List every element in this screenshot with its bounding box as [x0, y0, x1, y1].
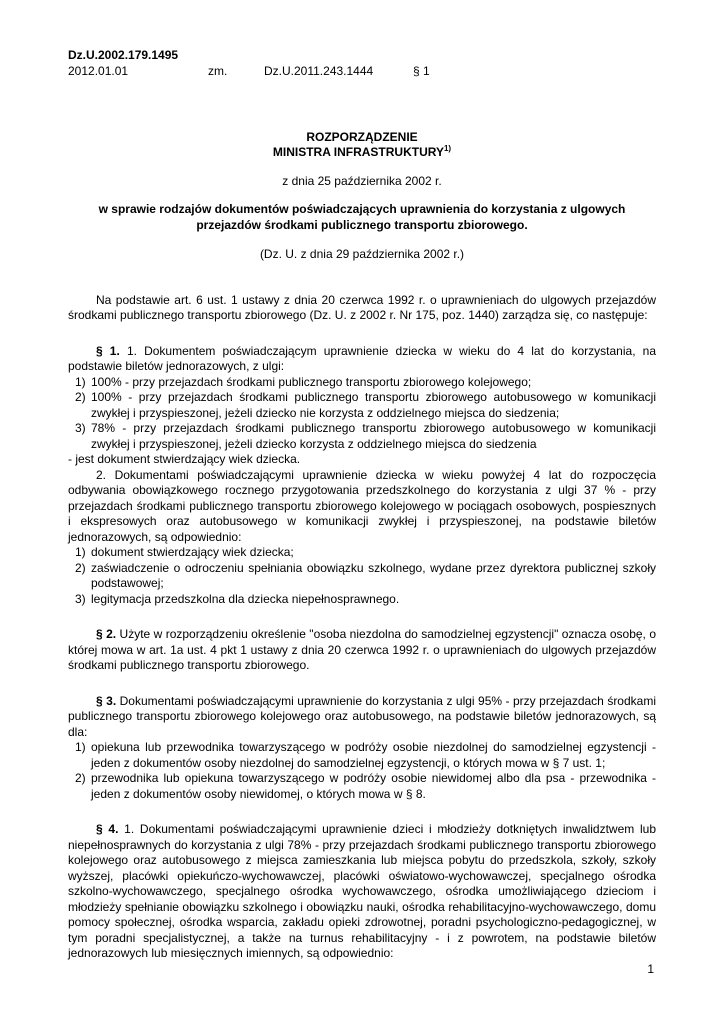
section-1-closing-clause: - jest dokument stwierdzający wiek dziecka.	[68, 452, 301, 466]
amendment-line	[68, 64, 656, 80]
list-item	[68, 561, 656, 592]
section-1	[68, 344, 656, 608]
list-item-text: legitymacja przedszkolna dla dziecka niepełnosprawnego.	[91, 591, 400, 606]
list-item	[68, 421, 656, 452]
enactment-date: z dnia 25 października 2002 r.	[282, 173, 442, 188]
section-1-paragraph-1	[68, 344, 656, 375]
section-2-label: § 2.	[96, 627, 117, 641]
list-item-number: 2)	[75, 560, 86, 575]
amendment-date: 2012.01.01	[68, 63, 129, 78]
amendment-abbreviation: zm.	[208, 63, 228, 78]
section-2	[68, 627, 656, 674]
amendment-reference: Dz.U.2011.243.1444	[264, 63, 374, 78]
issuing-authority: MINISTRA INFRASTRUKTURY	[272, 145, 444, 159]
list-item-text: dokument stwierdzający wiek dziecka;	[91, 545, 294, 559]
section-1-paragraph-1-text: 1. Dokumentem poświadczającym uprawnienie dziecka w wieku do 4 lat do korzystania, na podstawie biletów jednorazowych, z ulgi:	[68, 343, 656, 373]
section-4-label: § 4.	[96, 822, 119, 836]
list-item	[68, 390, 656, 421]
section-1-label: § 1.	[96, 343, 120, 358]
document-title-line1: ROZPORZĄDZENIE	[306, 129, 418, 144]
document-header	[68, 48, 656, 80]
list-item-number: 2)	[75, 771, 86, 785]
list-item-number: 1)	[75, 545, 86, 559]
list-item-number: 1)	[75, 374, 86, 389]
list-item-text: opiekuna lub przewodnika towarzyszącego w podróży osobie niezdolnej do samodzielnej egzystencji - jeden z dokumentów osoby niezdolnej do samodzielnej egzystencji, o których mowa w § 7 ust. 1;	[91, 740, 656, 770]
list-item-number: 2)	[75, 390, 86, 404]
list-item	[68, 740, 656, 771]
section-3-paragraph-text: Dokumentami poświadczającymi uprawnienie do korzystania z ulgi 95% - przy przejazdach środkami publicznego transportu zbiorowego kolejowego oraz autobusowego, na podstawie biletów jednorazowych, są dla:	[68, 693, 656, 739]
list-item-text: 78% - przy przejazdach środkami publicznego transportu zbiorowego autobusowego w komunikacji zwykłej i przyspieszonej, jeżeli dziecko korzysta z oddzielnego miejsca do siedzenia	[91, 421, 656, 451]
section-1-paragraph-2: 2. Dokumentami poświadczającymi uprawnienie dziecka w wieku powyżej 4 lat do rozpoczęcia odbywania obowiązkowego rocznego przygotowania przedszkolnego do korzystania z ulgi 37 % - przy przejazdach środkami publicznego transportu zbiorowego kolejowego w pociągach osobowych, pospiesznych i ekspresowych oraz autobusowego w komunikacji zwykłej i przyspieszonej, na podstawie biletów jednorazowych, są odpowiednio:	[68, 467, 656, 544]
preamble-paragraph: Na podstawie art. 6 ust. 1 ustawy z dnia 20 czerwca 1992 r. o uprawnieniach do ulgowych przejazdów środkami publicznego transportu zbiorowego (Dz. U. z 2002 r. Nr 175, poz. 1440) zarządza się, co następuje:	[68, 292, 656, 322]
amendment-section-ref: § 1	[413, 63, 430, 78]
list-item	[68, 545, 656, 561]
list-item	[68, 771, 656, 802]
section-3-label: § 3.	[96, 693, 117, 708]
list-item-number: 3)	[75, 421, 86, 435]
section-2-paragraph	[68, 627, 656, 674]
list-item-number: 1)	[75, 740, 86, 754]
footnote-marker: 1)	[443, 144, 452, 153]
page-number: 1	[647, 962, 654, 976]
list-item-text: 100% - przy przejazdach środkami publicznego transportu zbiorowego kolejowego;	[91, 374, 532, 389]
list-item	[68, 592, 656, 608]
publication-date: (Dz. U. z dnia 29 października 2002 r.)	[259, 247, 465, 261]
list-item-text: 100% - przy przejazdach środkami publicznego transportu zbiorowego autobusowego w komunikacji zwykłej i przyspieszonej, jeżeli dziecko nie korzysta z oddzielnego miejsca do siedzenia;	[91, 390, 656, 420]
section-3	[68, 694, 656, 803]
list-item-text: przewodnika lub opiekuna towarzyszącego w podróży osobie niewidomej albo dla psa - przewodnika - jeden z dokumentów osoby niewidomej, o których mowa w § 8.	[91, 771, 656, 801]
section-4-paragraph	[68, 822, 656, 962]
list-item-number: 3)	[75, 591, 86, 606]
list-item-text: zaświadczenie o odroczeniu spełniania obowiązku szkolnego, wydane przez dyrektora publicznej szkoły podstawowej;	[91, 560, 656, 590]
document-title-line2	[68, 145, 656, 161]
list-item	[68, 375, 656, 391]
journal-reference: Dz.U.2002.179.1495	[68, 48, 179, 62]
section-4-paragraph-text: 1. Dokumentami poświadczającymi uprawnienie dzieci i młodzieży dotkniętych inwalidztwem lub niepełnosprawnych do korzystania z ulgi 78% - przy przejazdach środkami publicznego transportu zbiorowego kolejowego oraz autobusowego z miejsca zamieszkania lub miejsca pobytu do przedszkola, szkoły, szkoły wyższej, placówki opiekuńczo-wychowawczej, placówki oświatowo-wychowawczej, specjalnego ośrodka szkolno-wychowawczego, specjalnego ośrodka wychowawczego, ośrodka umożliwiającego dzieciom i młodzieży spełnianie obowiązku szkolnego i obowiązku nauki, ośrodka rehabilitacyjno-wychowawczego, domu pomocy społecznej, ośrodka wsparcia, zakładu opieki zdrowotnej, poradni psychologiczno-pedagogicznej, w tym poradni specjalistycznej, a także na turnus rehabilitacyjny - i z powrotem, na podstawie biletów jednorazowych lub miesięcznych imiennych, są odpowiednio:	[68, 822, 656, 960]
document-subject: w sprawie rodzajów dokumentów poświadczających uprawnienia do korzystania z ulgowych przejazdów środkami publicznego transportu zbiorowego.	[98, 202, 626, 232]
section-4	[68, 822, 656, 962]
title-block	[68, 130, 656, 263]
section-2-paragraph-text: Użyte w rozporządzeniu określenie "osoba niezdolna do samodzielnej egzystencji" oznacza osobę, o której mowa w art. 1a ust. 4 pkt 1 ustawy z dnia 20 czerwca 1992 r. o uprawnieniach do ulgowych przejazdów środkami publicznego transportu zbiorowego.	[68, 627, 656, 672]
section-3-paragraph	[68, 694, 656, 741]
